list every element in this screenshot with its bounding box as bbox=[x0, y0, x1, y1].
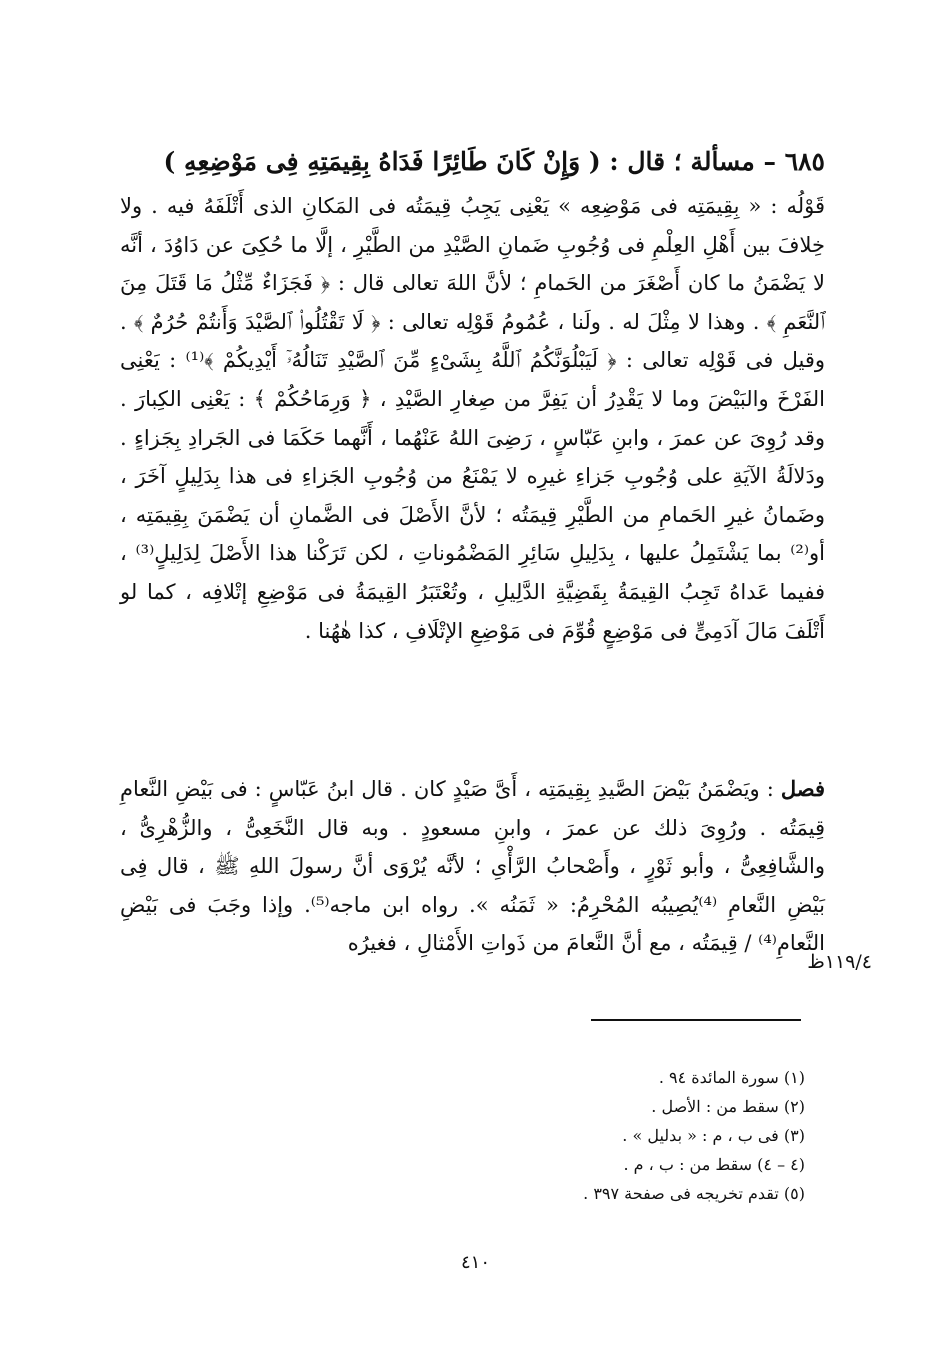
page-number: ٤١٠ bbox=[460, 1252, 490, 1273]
issue-number: ٦٨٥ bbox=[784, 147, 825, 176]
paragraph-text bbox=[120, 770, 825, 963]
footnote-item: (٢) سقط من : الأصل . bbox=[651, 1097, 805, 1116]
footnote-item: (١) سورة المائدة ٩٤ . bbox=[658, 1068, 805, 1087]
commentary-paragraph-2 bbox=[120, 770, 825, 963]
footnotes-list bbox=[420, 1063, 805, 1208]
section-lead-word: فصل bbox=[780, 776, 826, 801]
footnote-item: (٤ – ٤) سقط من : ب ، م . bbox=[623, 1155, 805, 1174]
issue-title: – مسألة ؛ قال : ( وَإِنْ كَانَ طَائِرًا فَدَاهُ بِقِيمَتِهِ فِى مَوْضِعِهِ ) bbox=[163, 147, 776, 176]
footnote-item: (٥) تقدم تخريجه فى صفحة ٣٩٧ . bbox=[583, 1184, 805, 1203]
paragraph-text: قَوْلُه : « بِقِيمَتِه فى مَوْضِعِه » يَعْنِى يَجِبُ قِيمَتُه فى المَكانِ الذى أَتْلَفَهُ فيه . ولا خِلافَ بين أَهْلِ العِلْمِ فى وُجُوبِ ضَمانِ الصَّيْدِ من الطَّيْرِ ، إلَّا ما حُكِىَ عن دَاوُدَ ، أنَّه لا يَضْمَنُ ما كان أَصْغَرَ من الحَمامِ ؛ لأنَّ اللهَ تعالى قال : ﴿ فَجَزَاءٌ مِّثْلُ مَا قَتَلَ مِنَ ٱلنَّعَمِ ﴾ . وهذا لا مِثْلَ له . ولَنا ، عُمُومُ قَوْلِه تعالى : ﴿ لَا تَقْتُلُوا۟ ٱلصَّيْدَ وَأَنتُمْ حُرُمٌ ﴾ . وقيل فى قَوْلِه تعالى : ﴿ لَيَبْلُوَنَّكُمُ ٱللَّهُ بِشَىْءٍ مِّنَ ٱلصَّيْدِ تَنَالُهُۥٓ أَيْدِيكُمْ ﴾⁽¹⁾ : يَعْنِى الفَرْخَ والبَيْضَ وما لا يَقْدِرُ أن يَفِرَّ من صِغارِ الصَّيْدِ ، ﴿ وَرِمَاحُكُمْ ﴾ : يَعْنِى الكِبارَ . وقد رُوِىَ عن عمرَ ، وابنِ عَبّاسٍ ، رَضِىَ اللهُ عَنْهُما ، أَنَّهما حَكَمَا فى الجَرادِ بِجَزاءٍ . ودَلالَةُ الآيَةِ على وُجُوبِ جَزاءِ غيرِه لا يَمْنَعُ من وُجُوبِ الجَزاءِ فى هذا بِدَلِيلٍ آخَرَ ، وضَمانُ غيرِ الحَمامِ من الطَّيْرِ قِيمَتُه ؛ لأنَّ الأَصْلَ فى الضَّمانِ أن يَضْمَنَ بِقِيمَتِه ، أو⁽²⁾ بما يَشْتَمِلُ عليها ، بِدَلِيلِ سَائِرِ المَضْمُوناتِ ، لكن تَرَكْنا هذا الأَصْلَ لِدَلِيلٍ⁽³⁾ ، ففيما عَداهُ تَجِبُ القِيمَةُ بِقَضِيَّةِ الدَّلِيلِ ، وتُعْتَبَرُ القِيمَةُ فى مَوْضِعِ إتْلافِه ، كما لو أَتْلَفَ مَالَ آدَمِىٍّ فى مَوْضِعٍ قُوِّمَ فى مَوْضِعِ الإتْلَافِ ، كذا هٰهُنا . bbox=[120, 194, 825, 643]
manuscript-folio-note: ١١٩/٤ظ bbox=[807, 951, 872, 973]
issue-heading bbox=[120, 143, 825, 181]
commentary-paragraph-1 bbox=[120, 187, 825, 650]
footnote-divider bbox=[591, 1019, 801, 1021]
paragraph-body: : ويَضْمَنُ بَيْضَ الصَّيدِ بِقِيمَتِه ، أَىَّ صَيْدٍ كان . قال ابنُ عَبّاسٍ : فى بَيْضِ النَّعامِ قِيمَتُه . ورُوِىَ ذلك عن عمرَ ، وابنِ مسعودٍ . وبه قال النَّخَعِىُّ ، والزُّهْرِىُّ ، والشَّافِعِىُّ ، وأبو ثَوْرٍ ، وأَصْحابُ الرَّأْىِ ؛ لأنَّه يُرْوَى أنَّ رسولَ اللهِ ﷺ ، قال فِى بَيْضِ النَّعامِ ⁽⁴⁾يُصِيبُه المُحْرِمُ: « ثَمَنُه ». رواه ابن ماجه⁽⁵⁾. وإذا وجَبَ فى بَيْضِ النَّعامِ⁽⁴⁾ / قِيمَتُه ، مع أنَّ النَّعامَ من ذَواتِ الأَمْثالِ ، فغيرُه bbox=[120, 777, 825, 956]
footnote-item: (٣) فى ب ، م : « بدليل » . bbox=[622, 1126, 805, 1145]
